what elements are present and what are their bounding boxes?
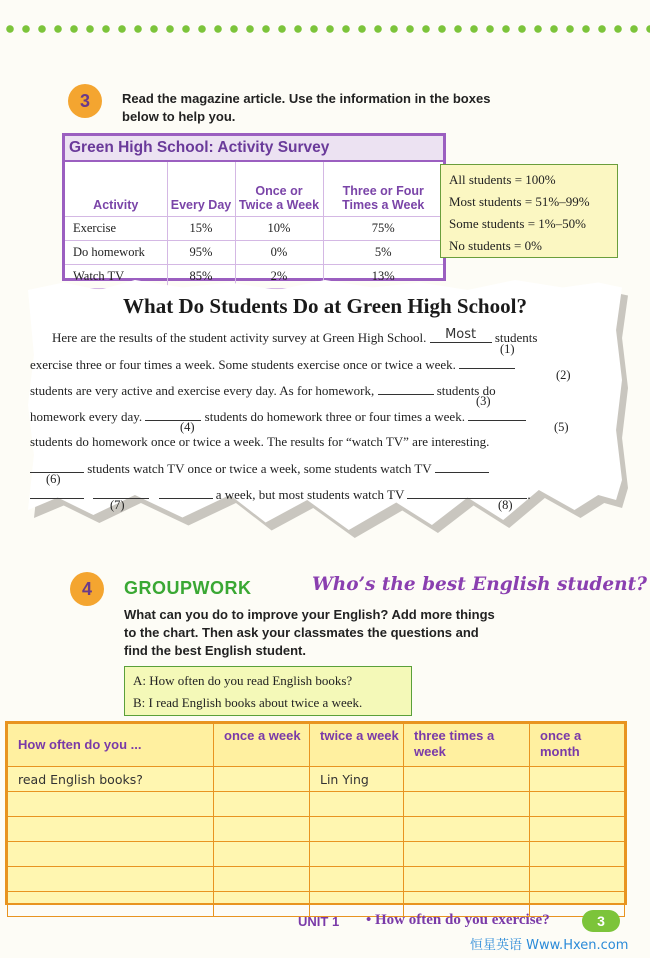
legend-item: All students = 100%: [449, 172, 556, 187]
chart-cell[interactable]: [404, 792, 530, 817]
survey-header: Every Day: [167, 162, 235, 217]
article-title: What Do Students Do at Green High School?: [123, 294, 527, 318]
chart-cell[interactable]: [8, 792, 214, 817]
footer-title: [366, 912, 550, 929]
instruction-line: to the chart. Then ask your classmates the questions and: [124, 625, 479, 640]
blank-number: (7): [110, 498, 125, 512]
blank-number: (2): [556, 368, 571, 382]
chart-cell[interactable]: [310, 792, 404, 817]
survey-cell: Exercise: [65, 217, 167, 241]
activity-survey-table: [62, 133, 446, 281]
article-text: students do: [436, 383, 496, 398]
survey-chart: [5, 721, 627, 905]
dialog-line-b: B: I read English books about twice a week.: [133, 695, 363, 710]
page-number: 3: [582, 910, 620, 932]
instruction-line: below to help you.: [122, 109, 236, 124]
survey-header: Activity: [65, 162, 167, 217]
blank-2[interactable]: [459, 356, 515, 369]
chart-cell[interactable]: [530, 842, 625, 867]
dialog-line-a: A: How often do you read English books?: [133, 673, 353, 688]
section-3-instruction: [122, 90, 490, 126]
chart-row: [8, 817, 625, 842]
chart-cell[interactable]: [310, 867, 404, 892]
survey-title: Green High School: Activity Survey: [65, 136, 443, 162]
article-text: students watch TV once or twice a week, some students watch TV: [87, 461, 432, 476]
chart-header: once a week: [214, 724, 310, 767]
survey-header: Three or Four Times a Week: [323, 162, 443, 217]
instruction-line: Read the magazine article. Use the information in the boxes: [122, 91, 491, 106]
chart-row: [8, 867, 625, 892]
instruction-line: What can you do to improve your English? Add more things: [124, 607, 495, 622]
article-text: students do homework once or twice a week. The results for “watch TV” are interesting.: [30, 434, 490, 449]
survey-cell: 75%: [323, 217, 443, 241]
footer-bullet: •: [366, 912, 372, 928]
survey-cell: 0%: [235, 241, 323, 265]
article-line-5: [30, 434, 489, 450]
blank-number: (6): [46, 472, 61, 486]
chart-cell[interactable]: [530, 867, 625, 892]
article-text: students: [494, 330, 538, 345]
blank-number: (3): [476, 394, 491, 408]
section-4-number: 4: [70, 572, 104, 606]
footer-unit: UNIT 1: [298, 914, 340, 929]
blank-7a[interactable]: [435, 460, 489, 473]
survey-cell: 85%: [167, 265, 235, 289]
article-text: students do homework three or four times a week.: [204, 409, 465, 424]
legend-item: Most students = 51%–99%: [449, 194, 590, 209]
section-4-instruction: [124, 606, 495, 660]
article-text: homework every day.: [30, 409, 143, 424]
example-dialog-box: [124, 666, 412, 716]
groupwork-label: GROUPWORK: [124, 578, 252, 598]
article-line-2: [30, 356, 515, 373]
chart-cell[interactable]: [8, 892, 214, 917]
article-line-3: [30, 382, 496, 399]
chart-cell[interactable]: [214, 792, 310, 817]
chart-cell[interactable]: [214, 817, 310, 842]
survey-cell: Watch TV: [65, 265, 167, 289]
article-text: students are very active and exercise every day. As for homework,: [30, 383, 375, 398]
chart-header: twice a week: [310, 724, 404, 767]
chart-cell[interactable]: [310, 842, 404, 867]
chart-cell[interactable]: Lin Ying: [310, 767, 404, 792]
survey-cell: 13%: [323, 265, 443, 289]
instruction-line: find the best English student.: [124, 643, 306, 658]
chart-cell[interactable]: [8, 817, 214, 842]
blank-7b[interactable]: [30, 486, 84, 499]
chart-row: [8, 792, 625, 817]
article-line-1: [52, 327, 538, 346]
watermark: 恒星英语 Www.Hxen.com: [470, 938, 629, 953]
article-text: Here are the results of the student activity survey at Green High School.: [52, 330, 427, 345]
article-period: .: [527, 487, 531, 502]
legend-item: No students = 0%: [449, 238, 542, 253]
chart-cell[interactable]: [530, 767, 625, 792]
article-line-6: [30, 460, 489, 477]
chart-cell[interactable]: [404, 842, 530, 867]
blank-3[interactable]: [378, 382, 434, 395]
chart-cell[interactable]: [214, 867, 310, 892]
chart-cell[interactable]: [214, 842, 310, 867]
blank-number: (4): [180, 420, 195, 434]
chart-cell[interactable]: read English books?: [8, 767, 214, 792]
article-text: exercise three or four times a week. Some students exercise once or twice a week.: [30, 357, 456, 372]
blank-5[interactable]: [468, 408, 526, 421]
article-text: a week, but most students watch TV: [215, 487, 405, 502]
section-3-number: 3: [68, 84, 102, 118]
blank-number: (1): [500, 342, 515, 356]
chart-header: How often do you ...: [8, 724, 214, 767]
answer-1: Most: [445, 327, 477, 342]
chart-cell[interactable]: [404, 817, 530, 842]
blank-7d[interactable]: [159, 486, 213, 499]
chart-row: [8, 842, 625, 867]
survey-cell: 15%: [167, 217, 235, 241]
survey-row: [65, 241, 443, 265]
article-line-4: [30, 408, 526, 425]
groupwork-title: Who’s the best English student?: [312, 574, 647, 595]
chart-cell[interactable]: [214, 892, 310, 917]
chart-cell[interactable]: [8, 867, 214, 892]
chart-row: [8, 767, 625, 792]
legend-item: Some students = 1%–50%: [449, 216, 586, 231]
blank-number: (5): [554, 420, 569, 434]
article-line-7: [30, 486, 531, 503]
blank-number: (8): [498, 498, 513, 512]
chart-cell[interactable]: [310, 817, 404, 842]
survey-cell: 10%: [235, 217, 323, 241]
survey-cell: 95%: [167, 241, 235, 265]
blank-1[interactable]: [430, 327, 492, 343]
chart-cell[interactable]: [8, 842, 214, 867]
footer-lesson-title: How often do you exercise?: [375, 912, 550, 928]
chart-cell[interactable]: [214, 767, 310, 792]
survey-row: [65, 217, 443, 241]
chart-cell[interactable]: [530, 817, 625, 842]
chart-header: three times a week: [404, 724, 530, 767]
survey-cell: 2%: [235, 265, 323, 289]
top-dot-border: [0, 22, 650, 36]
chart-header: once a month: [530, 724, 625, 767]
chart-cell[interactable]: [530, 792, 625, 817]
survey-cell: Do homework: [65, 241, 167, 265]
quantity-legend-box: [440, 164, 618, 258]
chart-cell[interactable]: [404, 867, 530, 892]
survey-header: Once or Twice a Week: [235, 162, 323, 217]
survey-cell: 5%: [323, 241, 443, 265]
chart-cell[interactable]: [404, 767, 530, 792]
